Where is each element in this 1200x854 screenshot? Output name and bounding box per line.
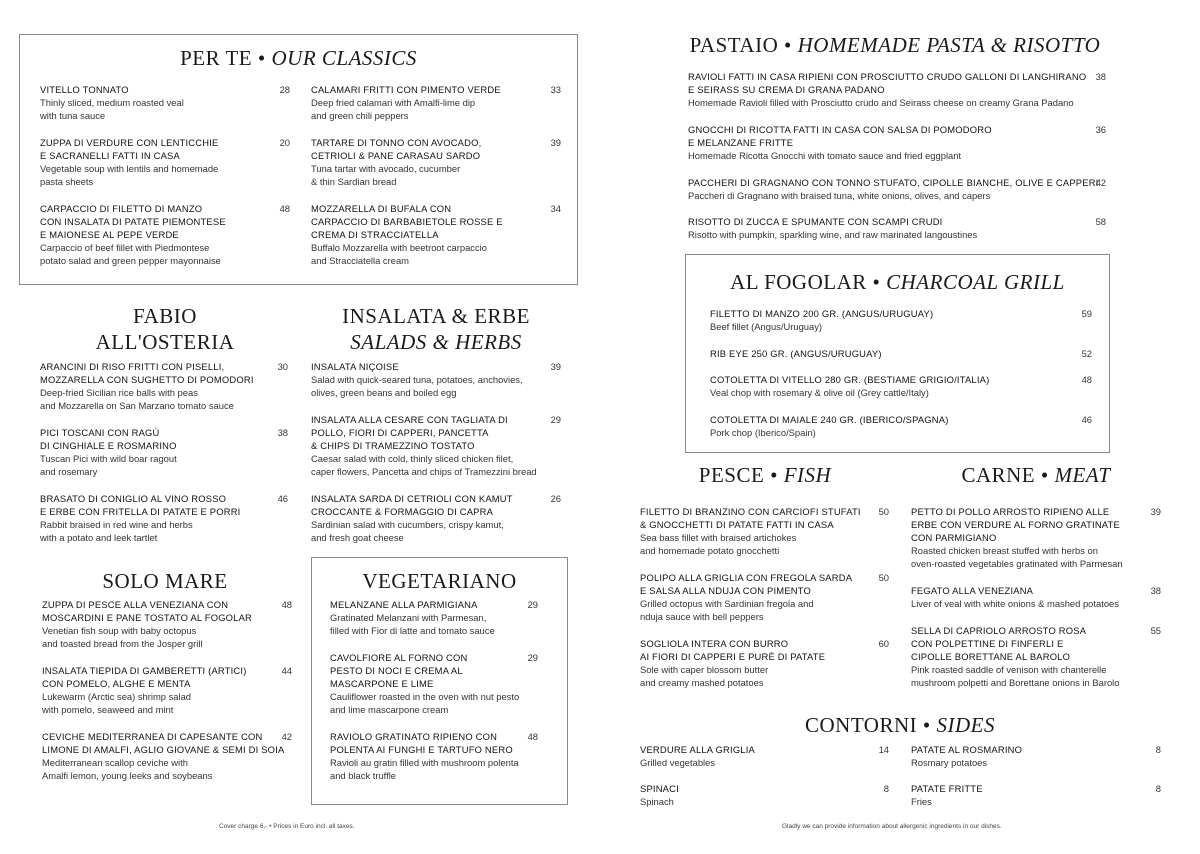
dish-desc: Vegetable soup with lentils and homemade pasta sheets: [40, 163, 219, 187]
dish-price: 29: [527, 652, 538, 663]
section-title-osteria: [40, 303, 290, 355]
dish-price: 14: [878, 744, 889, 755]
dish-name: CALAMARI FRITTI CON PIMENTO VERDE: [311, 84, 501, 95]
section-title-sides: CONTORNI • SIDES: [805, 713, 995, 737]
dish-price: 38: [1150, 585, 1161, 596]
dish-desc: Pork chop (Iberico/Spain): [710, 427, 816, 438]
dish-name: BRASATO DI CONIGLIO AL VINO ROSSO E ERBE CON FRITELLA DI PATATE E PORRI: [40, 493, 241, 517]
dish-price: 20: [279, 137, 290, 148]
title-text: SOLO MARE: [102, 569, 228, 593]
title-line-2: SALADS & HERBS: [350, 330, 522, 354]
title-text: AL FOGOLAR: [730, 270, 867, 294]
dish-desc: Thinly sliced, medium roasted veal with tuna sauce: [40, 97, 184, 121]
dish-name: PICI TOSCANI CON RAGÙ DI CINGHIALE E ROSMARINO: [40, 427, 177, 451]
menu-item: [40, 136, 290, 188]
title-italic: MEAT: [1054, 463, 1111, 487]
dish-price: 55: [1150, 625, 1161, 636]
dish-desc: Salad with quick-seared tuna, potatoes, anchovies, olives, green beans and boiled egg: [311, 374, 523, 398]
dish-price: 39: [550, 361, 561, 372]
dish-name: INSALATA SARDA DI CETRIOLI CON KAMUT CROCCANTE & FORMAGGIO DI CAPRA: [311, 493, 513, 517]
dish-desc: Homemade Ricotta Gnocchi with tomato sauce and fried eggplant: [688, 150, 962, 161]
menu-item: [640, 505, 889, 557]
dish-name: MELANZANE ALLA PARMIGIANA: [330, 599, 478, 610]
title-text: CARNE: [961, 463, 1036, 487]
dish-desc: Tuna tartar with avocado, cucumber & thin Sardian bread: [311, 163, 461, 187]
menu-item: [710, 373, 1092, 399]
dish-name: CEVICHE MEDITERRANEA DI CAPESANTE CON LIMONE DI AMALFI, AGLIO GIOVANE & SEMI DI SOIA: [42, 731, 285, 755]
dish-name: FEGATO ALLA VENEZIANA: [911, 585, 1034, 596]
dish-price: 42: [281, 731, 292, 742]
dish-desc: Venetian fish soup with baby octopus and toasted bread from the Josper grill: [42, 625, 203, 649]
dish-desc: Rabbit braised in red wine and herbs with a potato and leek tartlet: [40, 519, 193, 543]
menu-item: [710, 347, 1092, 360]
dish-desc: Tuscan Pici with wild boar ragout and rosemary: [40, 453, 177, 477]
left-footer: Cover charge 6,- • Prices in Euro incl. all taxes.: [219, 823, 355, 830]
dish-price: 50: [878, 506, 889, 517]
dish-desc: Carpaccio of beef fillet with Piedmontese potato salad and green pepper mayonnaise: [40, 242, 221, 266]
dish-desc: Buffalo Mozzarella with beetroot carpaccio and Stracciatella cream: [311, 242, 487, 266]
dish-price: 33: [550, 84, 561, 95]
dish-desc: Deep-fried Sicilian rice balls with peas and Mozzarella on San Marzano tomato sauce: [40, 387, 234, 411]
title-line-1: FABIO: [133, 304, 197, 328]
dish-price: 38: [277, 427, 288, 438]
dish-price: 8: [883, 783, 889, 794]
menu-item: [688, 123, 1106, 162]
menu-item: [40, 360, 288, 412]
dish-desc: Liver of veal with white onions & mashed potatoes: [911, 598, 1119, 609]
dish-price: 46: [1081, 414, 1092, 425]
dish-name: MOZZARELLA DI BUFALA CON CARPACCIO DI BARBABIETOLE ROSSE E CREMA DI STRACCIATELLA: [311, 203, 503, 240]
dish-name: VERDURE ALLA GRIGLIA: [640, 744, 755, 755]
dish-name: ZUPPA DI PESCE ALLA VENEZIANA CON MOSCARDINI E PANE TOSTATO AL FOGOLAR: [42, 599, 253, 623]
title-italic: SIDES: [936, 713, 995, 737]
dish-price: 38: [1095, 71, 1106, 82]
menu-item: [640, 571, 889, 623]
menu-item: [311, 413, 561, 478]
dish-desc: Beef fillet (Angus/Uruguay): [710, 321, 823, 332]
title-text: VEGETARIANO: [362, 569, 517, 593]
dish-name: RIB EYE 250 GR. (ANGUS/URUGUAY): [710, 348, 882, 359]
menu-item: [330, 730, 538, 782]
dish-price: 60: [878, 638, 889, 649]
section-title-pasta: PASTAIO • HOMEMADE PASTA & RISOTTO: [689, 33, 1101, 57]
menu-item: [688, 215, 1106, 241]
dish-price: 48: [279, 203, 290, 214]
dish-name: RAVIOLI FATTI IN CASA RIPIENI CON PROSCIUTTO CRUDO GALLONI DI LANGHIRANO E SEIRASS SU CREMA DI GRANA PADANO: [688, 71, 1087, 95]
section-title-salads: [311, 303, 561, 355]
dish-desc: Homemade Ravioli filled with Prosciutto crudo and Seirass cheese on creamy Grana Padano: [688, 97, 1074, 108]
dish-name: INSALATA TIEPIDA DI GAMBERETTI (ARTICI) CON POMELO, ALGHE E MENTA: [42, 665, 247, 689]
dish-name: PACCHERI DI GRAGNANO CON TONNO STUFATO, CIPOLLE BIANCHE, OLIVE E CAPPERI: [688, 177, 1099, 188]
menu-item: [330, 598, 538, 637]
section-title-veg: [311, 568, 568, 594]
title-italic: CHARCOAL GRILL: [886, 270, 1065, 294]
dish-desc: Risotto with pumpkin, sparkling wine, and raw marinated langoustines: [688, 229, 978, 240]
dish-name: COTOLETTA DI VITELLO 280 GR. (BESTIAME GRIGIO/ITALIA): [710, 374, 990, 385]
dish-desc: Veal chop with rosemary & olive oil (Grey cattle/Italy): [710, 387, 929, 398]
dish-name: RISOTTO DI ZUCCA E SPUMANTE CON SCAMPI CRUDI: [688, 216, 943, 227]
dish-desc: Spinach: [640, 796, 674, 807]
title-italic: HOMEMADE PASTA & RISOTTO: [797, 33, 1101, 57]
dish-name: PATATE FRITTE: [911, 783, 983, 794]
section-title-fish: PESCE • FISH: [698, 463, 832, 487]
right-footer: Gladly we can provide information about allergenic ingredients in our dishes.: [782, 823, 1002, 830]
dish-desc: Lukewarm (Arctic sea) shrimp salad with pomelo, seaweed and mint: [42, 691, 192, 715]
title-line-2: ALL'OSTERIA: [95, 330, 235, 354]
title-italic: OUR CLASSICS: [271, 46, 417, 70]
dish-desc: Ravioli au gratin filled with mushroom polenta and black truffle: [330, 757, 519, 781]
dish-price: 29: [527, 599, 538, 610]
menu-item: [42, 598, 292, 650]
menu-item: [40, 426, 288, 478]
dish-desc: Sea bass fillet with braised artichokes and homemade potato gnocchetti: [640, 532, 797, 556]
dish-price: 48: [527, 731, 538, 742]
dish-name: INSALATA ALLA CESARE CON TAGLIATA DI POLLO, FIORI DI CAPPERI, PANCETTA & CHIPS DI TRAMEZZINO TOSTATO: [311, 414, 508, 451]
dish-price: 30: [277, 361, 288, 372]
dish-price: 52: [1081, 348, 1092, 359]
dish-desc: Grilled vegetables: [640, 757, 716, 768]
dish-name: TARTARE DI TONNO CON AVOCADO, CETRIOLI & PANE CARASAU SARDO: [311, 137, 482, 161]
dish-name: ARANCINI DI RISO FRITTI CON PISELLI, MOZZARELLA CON SUGHETTO DI POMODORI: [40, 361, 254, 385]
dish-desc: Rosmary potatoes: [911, 757, 988, 768]
section-title-grill: AL FOGOLAR • CHARCOAL GRILL: [730, 270, 1065, 294]
dish-price: 8: [1155, 783, 1161, 794]
title-text: PESCE: [698, 463, 765, 487]
dish-name: GNOCCHI DI RICOTTA FATTI IN CASA CON SALSA DI POMODORO E MELANZANE FRITTE: [688, 124, 992, 148]
menu-item: [688, 176, 1106, 202]
dish-desc: Paccheri di Gragnano with braised tuna, white onions, olives, and capers: [688, 190, 991, 201]
dish-name: ZUPPA DI VERDURE CON LENTICCHIE E SACRANELLI FATTI IN CASA: [40, 137, 219, 161]
dish-price: 34: [550, 203, 561, 214]
dish-desc: Cauliflower roasted in the oven with nut pesto and lime mascarpone cream: [330, 691, 520, 715]
dish-name: SPINACI: [640, 783, 679, 794]
dish-desc: Roasted chicken breast stuffed with herbs on oven-roasted vegetables gratinated with Parmesan: [911, 545, 1123, 569]
dish-name: FILETTO DI BRANZINO CON CARCIOFI STUFATI & GNOCCHETTI DI PATATE FATTI IN CASA: [640, 506, 861, 530]
dish-price: 8: [1155, 744, 1161, 755]
dish-price: 28: [279, 84, 290, 95]
dish-price: 42: [1095, 177, 1106, 188]
dish-name: RAVIOLO GRATINATO RIPIENO CON POLENTA AI FUNGHI E TARTUFO NERO: [330, 731, 513, 755]
dish-desc: Pink roasted saddle of venison with chanterelle mushroom polpetti and Borettane onions in Barolo: [911, 664, 1120, 688]
dish-name: SELLA DI CAPRIOLO ARROSTO ROSA CON POLPETTINE DI FINFERLI E CIPOLLE BORETTANE AL BAROLO: [911, 625, 1087, 662]
dish-desc: Gratinated Melanzani with Parmesan, filled with Fior di latte and tomato sauce: [330, 612, 495, 636]
menu-item: [640, 637, 889, 689]
dish-name: PETTO DI POLLO ARROSTO RIPIENO ALLE ERBE CON VERDURE AL FORNO GRATINATE CON PARMIGIANO: [911, 506, 1120, 543]
menu-item: [911, 624, 1161, 689]
dish-desc: Mediterranean scallop ceviche with Amalfi lemon, young leeks and soybeans: [42, 757, 213, 781]
menu-item: [911, 782, 1161, 808]
dish-name: CAVOLFIORE AL FORNO CON PESTO DI NOCI E CREMA AL MASCARPONE E LIME: [330, 652, 468, 689]
section-title-classics: PER TE • OUR CLASSICS: [180, 46, 417, 70]
dish-name: PATATE AL ROSMARINO: [911, 744, 1023, 755]
dish-price: 44: [281, 665, 292, 676]
menu-item: [330, 651, 538, 716]
dish-desc: Fries: [911, 796, 932, 807]
title-italic: FISH: [783, 463, 832, 487]
menu-item: [640, 782, 889, 808]
menu-item: [640, 743, 889, 769]
menu-item: [911, 743, 1161, 769]
menu-item: [688, 70, 1106, 109]
menu-item: [40, 492, 288, 544]
title-line-1: INSALATA & ERBE: [342, 304, 530, 328]
dish-name: COTOLETTA DI MAIALE 240 GR. (IBERICO/SPAGNA): [710, 414, 949, 425]
dish-price: 29: [550, 414, 561, 425]
dish-name: FILETTO DI MANZO 200 GR. (ANGUS/URUGUAY): [710, 308, 934, 319]
menu-item: [911, 584, 1161, 610]
dish-desc: Sardinian salad with cucumbers, crispy kamut, and fresh goat cheese: [311, 519, 504, 543]
dish-desc: Grilled octopus with Sardinian fregola and nduja sauce with bell peppers: [640, 598, 814, 622]
dish-name: SOGLIOLA INTERA CON BURRO AI FIORI DI CAPPERI E PURÈ DI PATATE: [640, 638, 826, 662]
menu-item: [311, 492, 561, 544]
dish-price: 50: [878, 572, 889, 583]
dish-price: 39: [550, 137, 561, 148]
section-title-meat: CARNE • MEAT: [961, 463, 1111, 487]
dish-price: 59: [1081, 308, 1092, 319]
dish-price: 46: [277, 493, 288, 504]
menu-item: [42, 664, 292, 716]
dish-desc: Deep fried calamari with Amalfi-lime dip and green chili peppers: [311, 97, 476, 121]
dish-price: 39: [1150, 506, 1161, 517]
title-text: CONTORNI: [805, 713, 918, 737]
menu-item: [311, 83, 561, 122]
dish-price: 48: [1081, 374, 1092, 385]
dish-name: VITELLO TONNATO: [40, 84, 129, 95]
menu-item: [40, 83, 290, 122]
dish-price: 26: [550, 493, 561, 504]
dish-price: 36: [1095, 124, 1106, 135]
menu-item: [40, 202, 290, 267]
dish-price: 48: [281, 599, 292, 610]
title-text: PER TE: [180, 46, 253, 70]
dish-name: POLIPO ALLA GRIGLIA CON FREGOLA SARDA E SALSA ALLA NDUJA CON PIMENTO: [640, 572, 853, 596]
menu-item: [311, 360, 561, 399]
menu-item: [710, 307, 1092, 333]
menu-item: [911, 505, 1161, 570]
dish-desc: Caesar salad with cold, thinly sliced chicken filet, caper flowers, Pancetta and chips of Tramezzini bread: [311, 453, 537, 477]
dish-name: CARPACCIO DI FILETTO DI MANZO CON INSALATA DI PATATE PIEMONTESE E MAIONESE AL PEPE VERDE: [40, 203, 226, 240]
menu-item: [311, 202, 561, 267]
section-title-mare: [40, 568, 290, 594]
dish-price: 58: [1095, 216, 1106, 227]
dish-name: INSALATA NIÇOISE: [311, 361, 399, 372]
menu-item: [42, 730, 292, 782]
title-text: PASTAIO: [689, 33, 779, 57]
menu-item: [311, 136, 561, 188]
menu-item: [710, 413, 1092, 439]
dish-desc: Sole with caper blossom butter and creamy mashed potatoes: [640, 664, 769, 688]
